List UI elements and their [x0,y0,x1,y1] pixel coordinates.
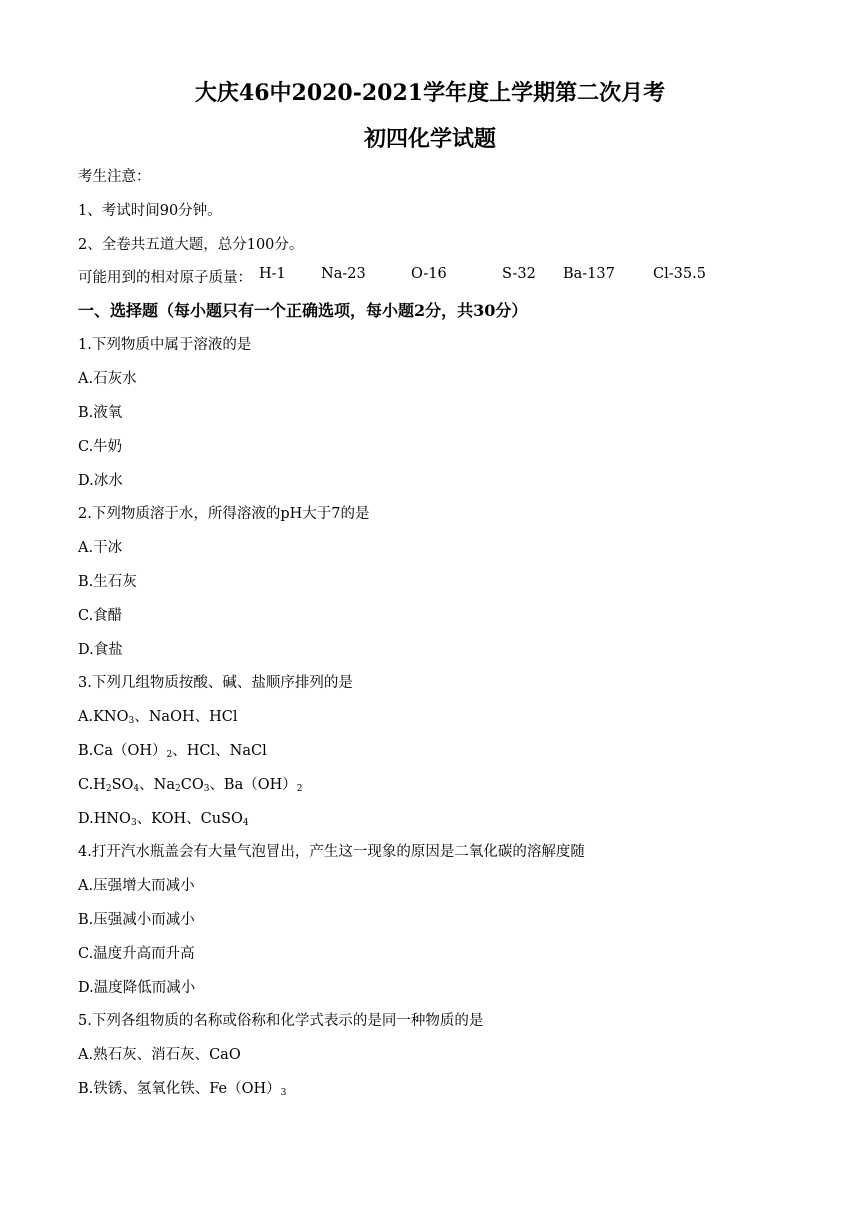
note-item-1: 1、考试时间90分钟。 [78,203,222,219]
atomic-mass-na: Na-23 [321,266,366,282]
question-4-option-a: A.压强增大而减小 [78,878,195,894]
atomic-mass-h: H-1 [259,266,286,282]
question-3-option-d: $D.HNO_3$、KOH、CuSO$_4$ [78,811,249,828]
question-4-option-b: B.压强减小而减小 [78,912,195,928]
question-4-option-d: D.温度降低而减小 [78,980,196,996]
atomic-mass-cl: Cl-35.5 [653,266,706,282]
question-1-option-a: A.石灰水 [78,371,137,387]
question-2-option-c: C.食醋 [78,608,123,624]
question-1-option-c: C.牛奶 [78,439,123,455]
question-3-option-b: $B.Ca(OH)_2$、HCl、NaCl [78,743,267,760]
question-5-option-b: B.铁锈、氢氧化铁、$Fe(OH)_3$ [78,1081,287,1098]
exam-subtitle: 初四化学试题 [363,126,496,152]
question-5-option-a: A.熟石灰、消石灰、CaO [78,1047,241,1063]
question-2-option-b: B.生石灰 [78,574,137,590]
question-2-option-a: A.干冰 [78,540,123,556]
question-3-option-a: $A.KNO_3$、NaOH、HCl [78,709,238,726]
question-1-option-d: D.冰水 [78,473,123,489]
question-2-stem: 2.下列物质溶于水，所得溶液的pH大于7的是 [78,506,370,522]
notes-heading: 考生注意： [78,169,151,185]
question-5-stem: 5.下列各组物质的名称或俗称和化学式表示的是同一种物质的是 [78,1013,484,1029]
question-2-option-d: D.食盐 [78,642,123,658]
section-heading: 一、选择题（每小题只有一个正确选项，每小题2分，共30分） [78,301,528,320]
exam-title: 大庆46中2020-2021学年度上学期第二次月考 [194,80,666,106]
atomic-mass-s: S-32 [502,266,536,282]
atomic-mass-ba: Ba-137 [563,266,615,282]
atomic-mass-o: O-16 [411,266,447,282]
question-1-option-b: B.液氧 [78,405,123,421]
question-3-option-c: $C.H_2SO_4$、$Na_2CO_3$、$Ba(OH)_2$ [78,777,303,794]
atomic-mass-label: 可能用到的相对原子质量： [78,270,252,286]
question-3-stem: 3.下列几组物质按酸、碱、盐顺序排列的是 [78,675,353,691]
question-1-stem: 1.下列物质中属于溶液的是 [78,337,252,353]
question-4-stem: 4.打开汽水瓶盖会有大量气泡冒出，产生这一现象的原因是二氧化碳的溶解度随 [78,844,585,860]
question-4-option-c: C.温度升高而升高 [78,946,195,962]
note-item-2: 2、全卷共五道大题，总分100分。 [78,237,304,253]
